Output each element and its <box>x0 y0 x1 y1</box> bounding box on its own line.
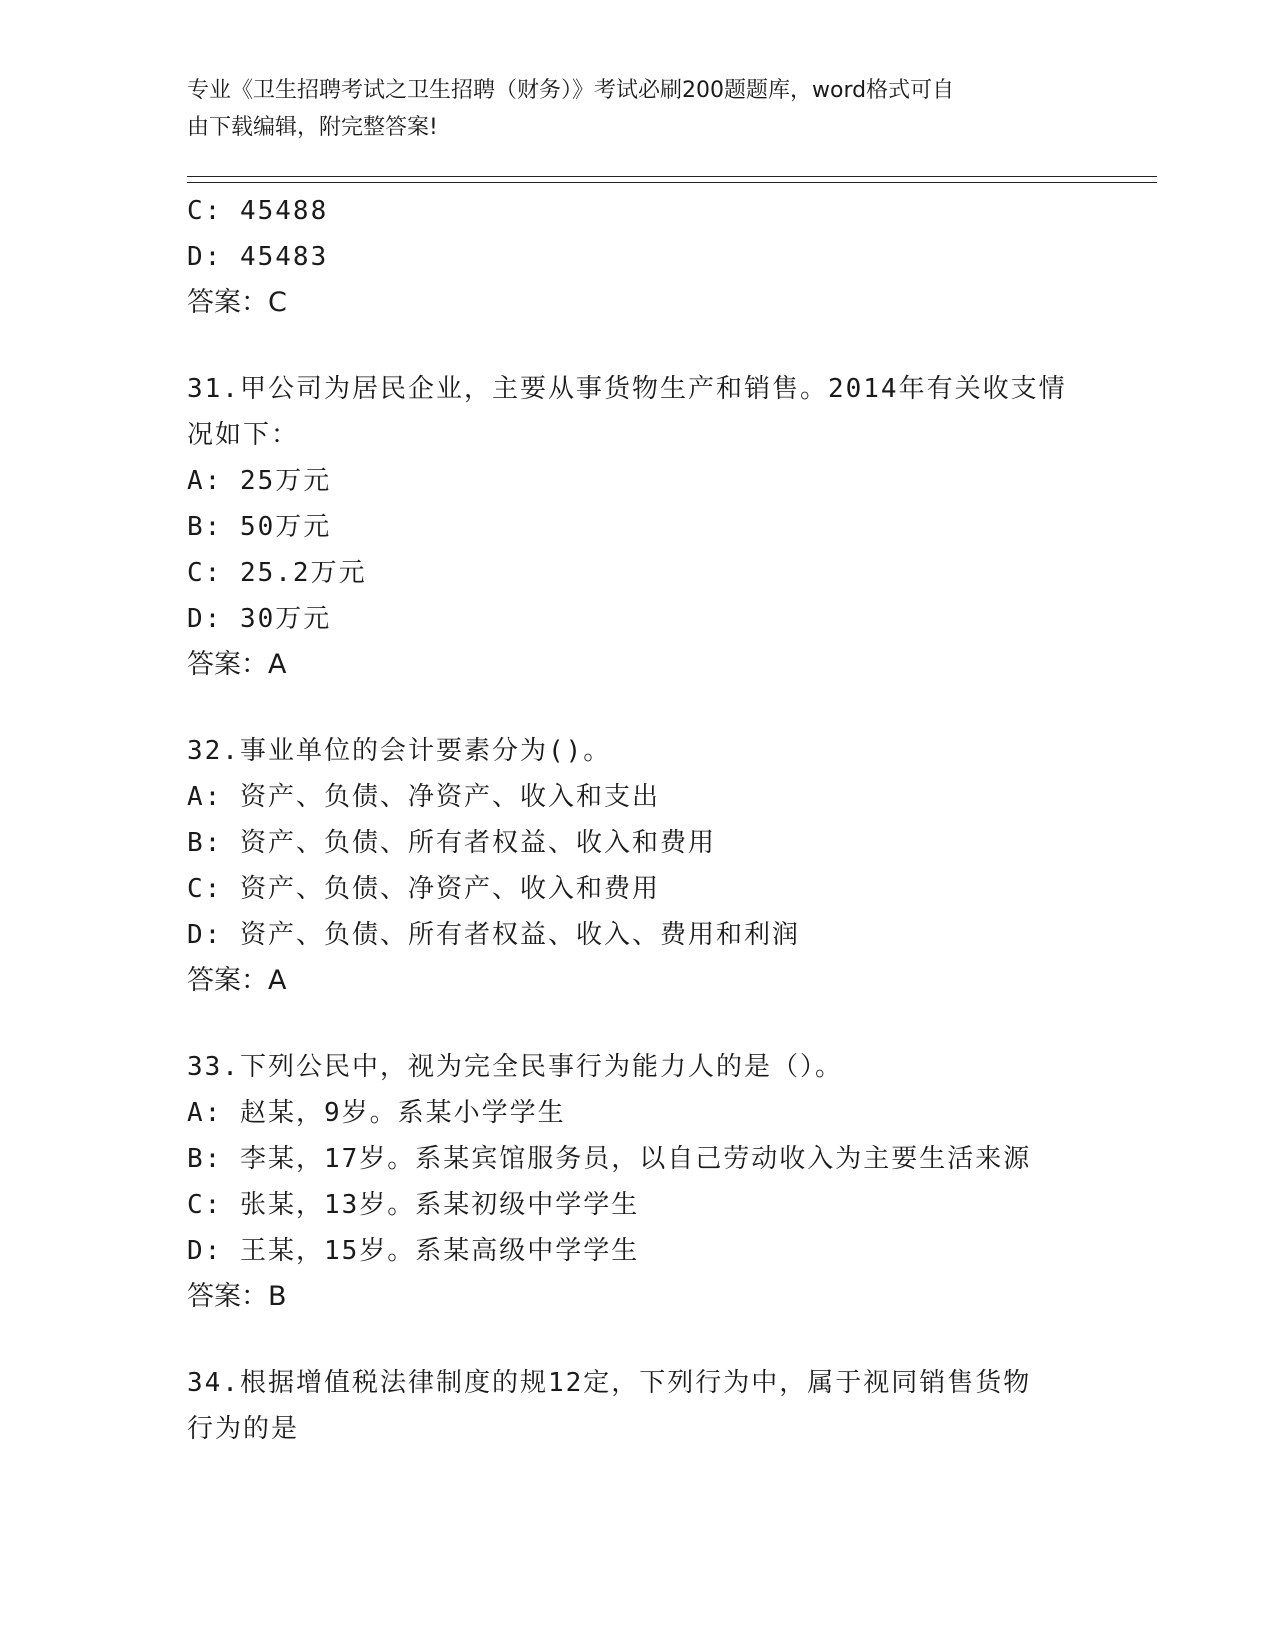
question-text-line-1: 34.根据增值税法律制度的规12定，下列行为中，属于视同销售货物 <box>187 1368 1032 1398</box>
option-b: B: 资产、负债、所有者权益、收入和费用 <box>187 828 716 858</box>
option-c: C: 资产、负债、净资产、收入和费用 <box>187 874 660 904</box>
answer-line: 答案：A <box>187 649 287 680</box>
option-d: D: 资产、负债、所有者权益、收入、费用和利润 <box>187 920 800 950</box>
question-32 <box>187 728 1157 1004</box>
option-d: D: 30万元 <box>187 604 332 634</box>
option-c: C: 张某，13岁。系某初级中学学生 <box>187 1190 640 1220</box>
answer-line: 答案：C <box>187 287 287 318</box>
header-line-1: 专业《卫生招聘考试之卫生招聘（财务）》考试必刷200题题库，word格式可自 <box>187 78 955 103</box>
question-list <box>187 188 1157 1452</box>
carryover-block <box>187 188 1157 326</box>
question-text-line-1: 32.事业单位的会计要素分为()。 <box>187 736 612 766</box>
document-header <box>187 72 1087 146</box>
question-text-line-1: 33.下列公民中，视为完全民事行为能力人的是（）。 <box>187 1052 843 1082</box>
question-text-line-2: 行为的是 <box>187 1414 300 1444</box>
header-line-2: 由下载编辑，附完整答案! <box>187 115 438 140</box>
answer-line: 答案：A <box>187 965 287 996</box>
option-b: B: 李某，17岁。系某宾馆服务员，以自己劳动收入为主要生活来源 <box>187 1144 1032 1174</box>
option-b: B: 50万元 <box>187 512 332 542</box>
question-31 <box>187 366 1157 688</box>
option-a: A: 25万元 <box>187 466 332 496</box>
header-divider-top <box>187 176 1157 177</box>
option-c: C: 45488 <box>187 196 329 226</box>
option-c: C: 25.2万元 <box>187 558 367 588</box>
option-d: D: 王某，15岁。系某高级中学学生 <box>187 1236 640 1266</box>
option-a: A: 赵某，9岁。系某小学学生 <box>187 1098 566 1128</box>
header-divider-bottom <box>187 182 1157 183</box>
question-33 <box>187 1044 1157 1320</box>
question-34 <box>187 1360 1157 1452</box>
question-text-line-1: 31.甲公司为居民企业，主要从事货物生产和销售。2014年有关收支情 <box>187 374 1067 404</box>
option-a: A: 资产、负债、净资产、收入和支出 <box>187 782 660 812</box>
answer-line: 答案：B <box>187 1281 287 1312</box>
option-d: D: 45483 <box>187 242 329 272</box>
question-text-line-2: 况如下： <box>187 420 300 450</box>
